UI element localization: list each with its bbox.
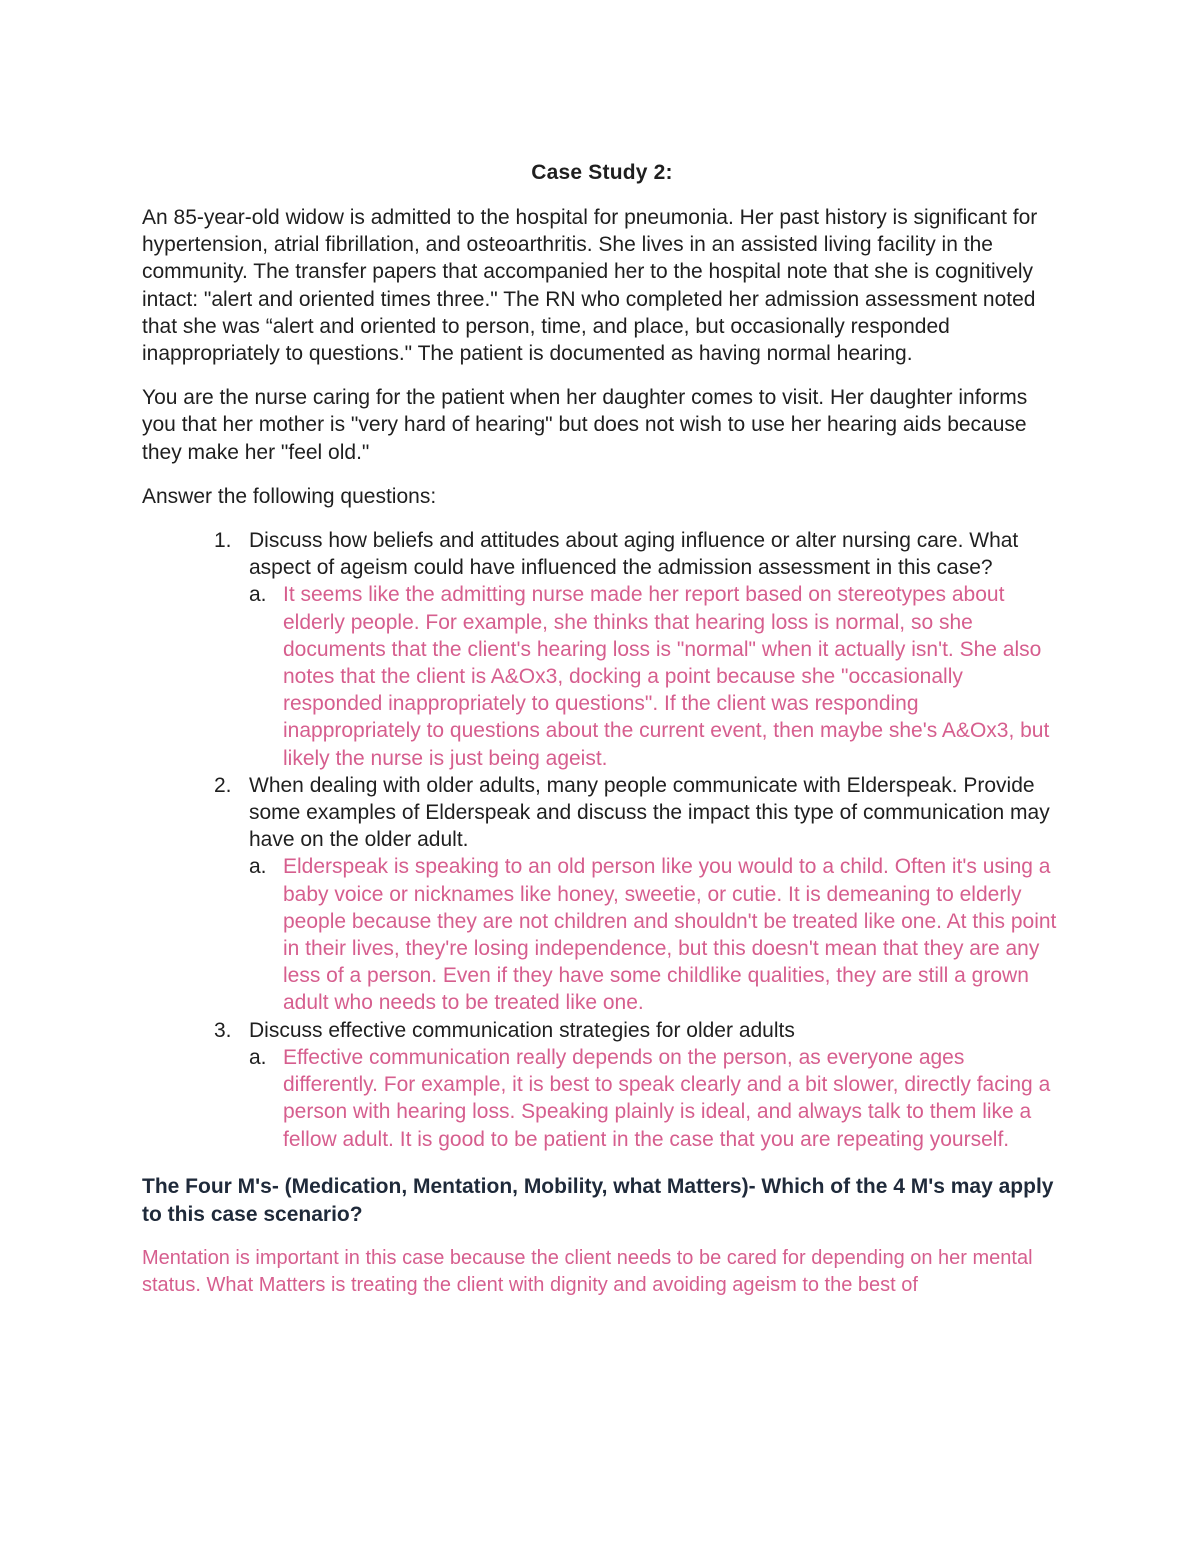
four-ms-heading: The Four M's- (Medication, Mentation, Mobility, what Matters)- Which of the 4 M's may apply to this case scenario? [142,1174,1054,1226]
instructions: Answer the following questions: [142,484,437,508]
question-item-3 [142,1017,1062,1153]
question-item-2 [142,772,1062,1017]
answer-text: It seems like the admitting nurse made her report based on stereotypes about elderly people. For example, she thinks that hearing loss is normal, so she documents that the client's hearing loss is "normal" when it actually isn't. She also notes that the client is A&Ox3, docking a point because she "occasionally responded inappropriately to questions". If the client was responding inappropriately to questions about the current event, then maybe she's A&Ox3, but likely the nurse is just being ageist. [283,583,1050,770]
question-number: 1. [214,529,232,553]
answer-letter: a. [249,583,267,607]
question-text: Discuss how beliefs and attitudes about aging influence or alter nursing care. What aspect of ageism could have influenced the admission assessment in this case? [249,529,1019,580]
question-number: 2. [214,773,232,797]
document-title: Case Study 2: [531,161,673,184]
answer-list [249,581,1062,771]
answer-text: Elderspeak is speaking to an old person like you would to a child. Often it's using a baby voice or nicknames like honey, sweetie, or cutie. It is demeaning to elderly people because they are not children and shouldn't be treated like one. At this point in their lives, they're losing independence, but this doesn't mean that they are any less of a person. Even if they have some childlike qualities, they are still a grown adult who needs to be treated like one. [283,855,1057,1015]
four-ms-answer: Mentation is important in this case because the client needs to be cared for depending on her mental status. What Matters is treating the client with dignity and avoiding ageism to the best of [142,1246,1033,1297]
question-item-1 [142,527,1062,772]
intro-paragraph: An 85-year-old widow is admitted to the hospital for pneumonia. Her past history is significant for hypertension, atrial fibrillation, and osteoarthritis. She lives in an assisted living facility in the community. The transfer papers that accompanied her to the hospital note that she is cognitively intact: "alert and oriented times three." The RN who completed her admission assessment noted that she was “alert and oriented to person, time, and place, but occasionally responded inappropriately to questions." The patient is documented as having normal hearing. [142,206,1038,366]
question-list [142,527,1062,1153]
document-page [142,158,1062,1300]
answer-letter: a. [249,1045,267,1069]
question-text: When dealing with older adults, many people communicate with Elderspeak. Provide some examples of Elderspeak and discuss the impact this type of communication may have on the older adult. [249,773,1050,852]
second-paragraph: You are the nurse caring for the patient when her daughter comes to visit. Her daughter informs you that her mother is "very hard of hearing" but does not wish to use her hearing aids because they make her "feel old." [142,386,1028,464]
answer-list [249,1044,1062,1153]
answer-letter: a. [249,855,267,879]
answer-item [249,581,1062,771]
answer-list [249,853,1062,1016]
answer-item [249,853,1062,1016]
question-text: Discuss effective communication strategies for older adults [249,1018,795,1042]
answer-text: Effective communication really depends on the person, as everyone ages differently. For example, it is best to speak clearly and a bit slower, directly facing a person with hearing loss. Speaking plainly is ideal, and always talk to them like a fellow adult. It is good to be patient in the case that you are repeating yourself. [283,1045,1051,1151]
answer-item [249,1044,1062,1153]
question-number: 3. [214,1018,232,1042]
